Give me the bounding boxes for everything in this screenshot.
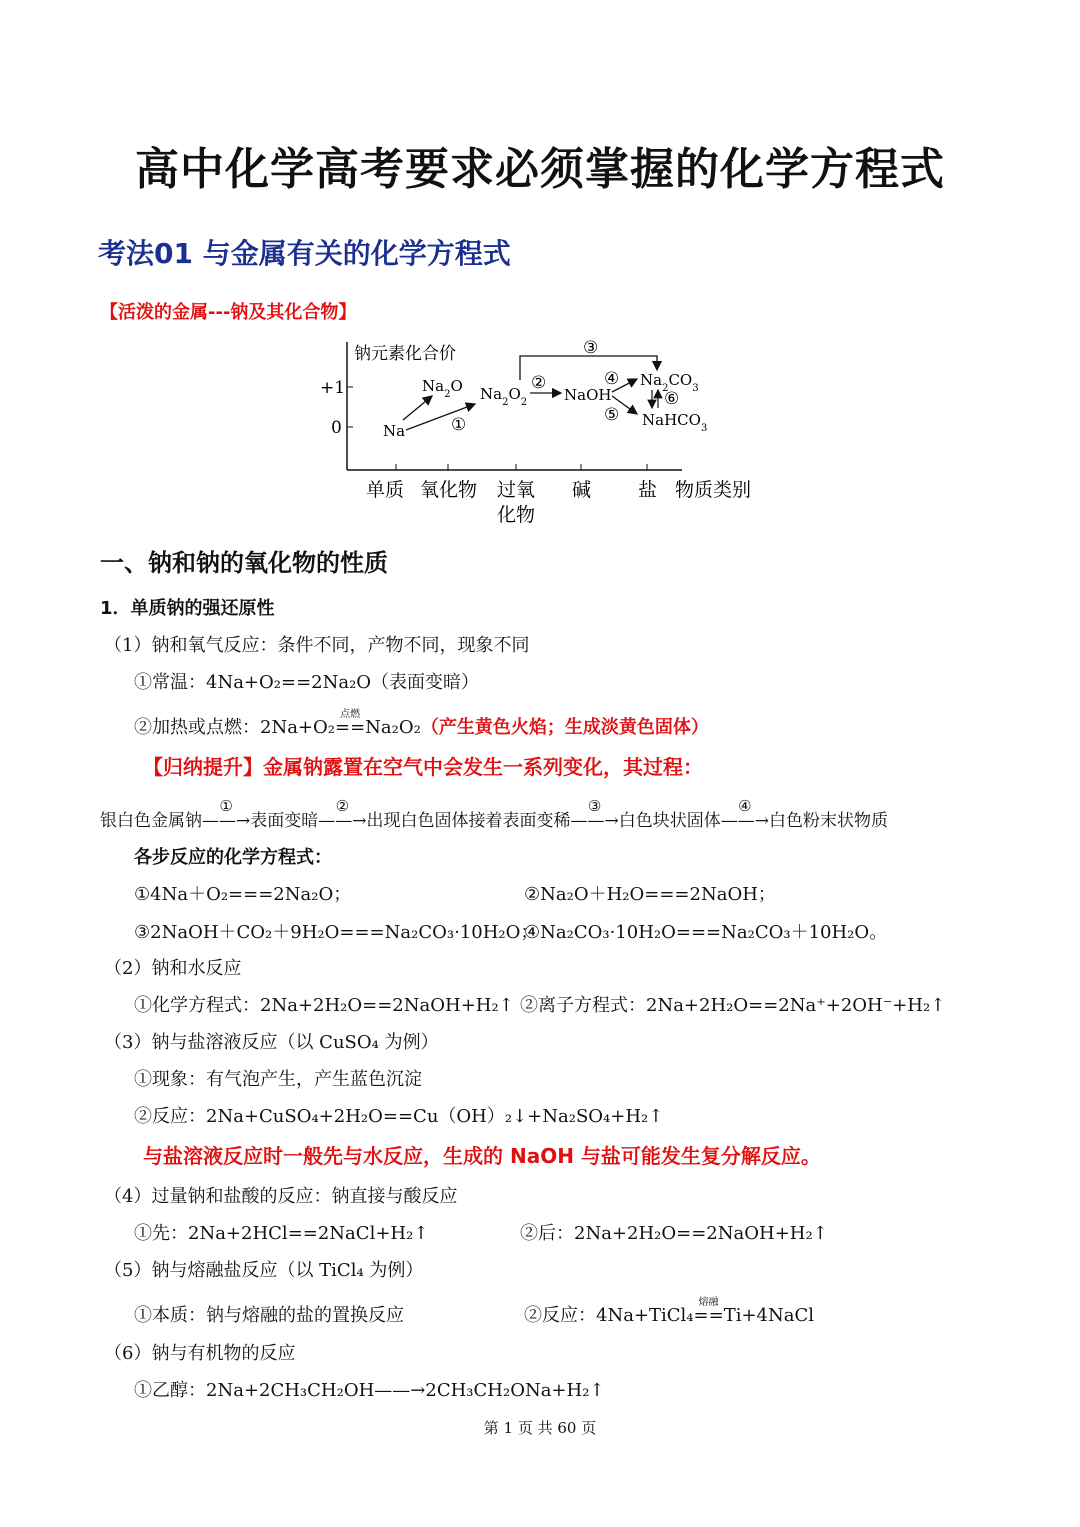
p-acid: （4）过量钠和盐酸的反应：钠直接与酸反应 [104, 1186, 458, 1207]
chain-arrow-2: ② ——→ [318, 797, 367, 831]
p-water: （2）钠和水反应 [104, 958, 242, 979]
eq-heat-note: （产生黄色火焰；生成淡黄色固体） [420, 717, 709, 738]
steps-label: 各步反应的化学方程式： [134, 847, 332, 868]
x-cat-element: 单质 [366, 479, 405, 501]
eq-molten-pre: ②反应：4Na+TiCl₄ [524, 1305, 694, 1326]
summary-line: 【归纳提升】金属钠露置在空气中会发生一系列变化，其过程： [143, 755, 703, 779]
p-oxygen: （1）钠和氧气反应：条件不同，产物不同，现象不同 [104, 635, 530, 656]
label-2: ② [531, 373, 547, 393]
label-5: ⑤ [604, 405, 620, 425]
eq-molten-post: Ti+4NaCl [723, 1305, 815, 1326]
process-chain [100, 797, 888, 831]
chain-arrow-4: ④ ——→ [720, 797, 769, 831]
label-3: ③ [583, 338, 599, 358]
p-salt-phenomenon: ①现象：有气泡产生，产生蓝色沉淀 [134, 1069, 422, 1090]
p-salt-note: 与盐溶液反应时一般先与水反应，生成的 NaOH 与盐可能发生复分解反应。 [143, 1144, 821, 1168]
x-cat-oxide: 氧化物 [420, 479, 478, 501]
eq-condition: 点燃 == [335, 709, 366, 738]
sub-label: 【活泼的金属---钠及其化合物】 [100, 302, 357, 323]
p-water-eq: ①化学方程式：2Na+2H₂O==2NaOH+H₂↑ [134, 995, 514, 1016]
step-1: ①4Na＋O₂===2Na₂O； [134, 884, 352, 905]
heading-reducibility: 1．单质钠的强还原性 [100, 598, 275, 619]
step-3: ③2NaOH＋CO₂＋9H₂O===Na₂CO₃·10H₂O； [134, 922, 539, 943]
chain-arrow-3: ③ ——→ [570, 797, 619, 831]
node-na2o: $Na_2O$ [422, 377, 463, 400]
chain-s0: 银白色金属钠 [100, 811, 202, 831]
node-na2o2: $Na_2O_2$ [480, 385, 528, 408]
p-molten: （5）钠与熔融盐反应（以 TiCl₄ 为例） [104, 1260, 424, 1281]
p-salt: （3）钠与盐溶液反应（以 CuSO₄ 为例） [104, 1032, 439, 1053]
p-molten-reaction [524, 1297, 815, 1327]
chain-arrow-1: ① ——→ [202, 797, 251, 831]
node-nahco3: NaHCO$_3$ [642, 411, 708, 434]
arrow-na-na2o [403, 396, 432, 420]
p-water-ion: ②离子方程式：2Na+2H₂O==2Na⁺+2OH⁻+H₂↑ [520, 995, 946, 1016]
label-6: ⑥ [664, 389, 680, 409]
sodium-valence-diagram [300, 330, 780, 530]
chain-s2: 出现白色固体接着表面变稀 [366, 811, 571, 831]
y-axis-label: 钠元素化合价 [354, 344, 456, 364]
p-salt-reaction: ②反应：2Na+CuSO₄+2H₂O==Cu（OH）₂↓+Na₂SO₄+H₂↑ [134, 1106, 664, 1127]
node-naoh: NaOH [564, 386, 612, 404]
p-oxygen-normal: ①常温：4Na+O₂==2Na₂O（表面变暗） [134, 672, 480, 693]
x-cat-peroxide-1: 过氧 [497, 479, 536, 501]
label-4: ④ [604, 369, 620, 389]
p-molten-essence: ①本质：钠与熔融的盐的置换反应 [134, 1305, 404, 1326]
eq-heat-pre: ②加热或点燃：2Na+O₂ [134, 717, 335, 738]
y-tick-zero: 0 [331, 418, 342, 438]
node-na: Na [383, 422, 406, 440]
node-na2co3: $Na_2CO_3$ [640, 371, 699, 394]
x-cat-salt: 盐 [638, 479, 658, 501]
label-1: ① [451, 415, 467, 435]
x-cat-peroxide-2: 化物 [497, 504, 536, 526]
page-title: 高中化学高考要求必须掌握的化学方程式 [135, 144, 945, 195]
chain-s3: 白色块状固体 [618, 811, 721, 831]
heading-sodium-oxides: 一、钠和钠的氧化物的性质 [100, 549, 388, 577]
chain-s4: 白色粉末状物质 [769, 811, 888, 831]
x-cat-base: 碱 [572, 479, 592, 501]
p-organic: （6）钠与有机物的反应 [104, 1343, 296, 1364]
chain-s1: 表面变暗 [250, 811, 319, 831]
eq-heat-post: Na₂O₂ [365, 717, 421, 738]
y-tick-plus1: +1 [320, 378, 346, 398]
x-axis-label: 物质类别 [675, 479, 752, 501]
step-2: ②Na₂O＋H₂O===2NaOH； [524, 884, 776, 905]
p-acid-then: ②后：2Na+2H₂O==2NaOH+H₂↑ [520, 1223, 828, 1244]
eq-molten-condition: 熔融 == [693, 1297, 724, 1326]
step-4: ④Na₂CO₃·10H₂O===Na₂CO₃＋10H₂O。 [524, 922, 888, 943]
p-acid-first: ①先：2Na+2HCl==2NaCl+H₂↑ [134, 1223, 429, 1244]
page-footer: 第 1 页 共 60 页 [483, 1419, 597, 1437]
p-oxygen-heat [134, 709, 709, 739]
p-organic-ethanol: ①乙醇：2Na+2CH₃CH₂OH——→2CH₃CH₂ONa+H₂↑ [134, 1380, 605, 1401]
section-heading: 考法01 与金属有关的化学方程式 [98, 237, 511, 270]
